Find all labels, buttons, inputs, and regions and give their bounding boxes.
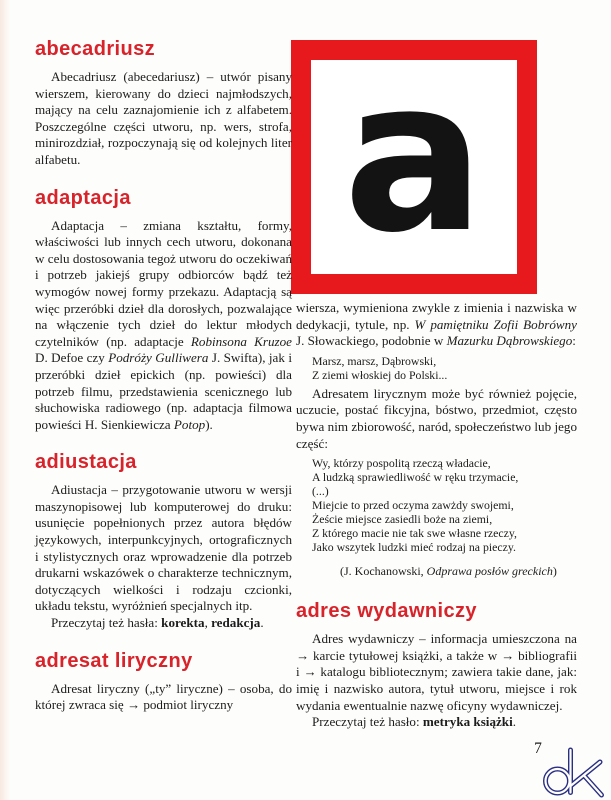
work-title: Podróży Gulliwera [108,350,209,366]
entry-heading-abecadriusz: abecadriusz [35,38,156,60]
kochanowski-quote [312,456,577,554]
quote-attribution: (J. Kochanowski, Odprawa posłów greckich) [340,564,557,579]
letter-a-tab [291,34,537,294]
verse-line: (...) [312,484,329,499]
entry-adresat-liryczny [35,650,292,714]
mazurek-quote [312,354,577,382]
verse-line: Miejcie to przed oczyma zawżdy swojemi, [312,498,514,513]
cross-reference-term: korekta [161,615,205,631]
left-column [35,38,292,732]
page-number: 7 [534,740,542,757]
work-title: W pamiętniku Zofii Bobrówny [414,316,577,332]
letter-a-tab-inner [311,34,517,279]
entry-heading-adiustacja: adiustacja [35,451,137,474]
entry-body-adres-wydawniczy: Adres wydawniczy – informacja umieszczona na → karcie tytułowej książki, a także w → bibliografii i → katalogu bibliotecznym; zawiera takie dane, jak: imię i nazwisko autora, tytuł utworu, miejsce i rok wydania ewentualnie nazwę oficyny wydawniczej. [296,631,577,713]
verse-line: A ludzką sprawiedliwość w ręku trzymacie, [312,470,519,485]
see-also-adres-wydawniczy: Przeczytaj też hasło: metryka książki. [312,714,517,730]
entry-abecadriusz [35,38,292,169]
entry-heading-adres-wydawniczy: adres wydawniczy [296,600,477,623]
work-title: Potop [173,416,206,432]
work-title: Robinsona Kruzoe [190,333,292,349]
entry-adaptacja [35,187,292,434]
cross-reference-term: metryka książki [422,714,513,730]
entry-body-adresat-liryczny: Adresat liryczny („ty” liryczne) – osoba, do której zwraca się → podmiot liryczny [35,680,292,713]
entry-heading-adresat-liryczny: adresat liryczny [35,649,193,672]
entry-adres-wydawniczy [296,600,577,731]
entry-body-abecadriusz: Abecadriusz (abecedariusz) – utwór pisany wierszem, kierowany do dzieci najmłodszych, mający na celu zaznajomienie ich z alfabetem. Poszczególne części utworu, np. wers, strofa, minirozdział, rozpoczynają się od kolejnych liter alfabetu. [35,69,292,167]
right-column [296,300,577,749]
entry-heading-adaptacja: adaptacja [35,186,131,209]
entry-body-adiustacja: Adiustacja – przygotowanie utworu w wersji maszynopisowej lub komputerowej do druku: usunięcie popełnionych przez autora błędów językowych, interpunkcyjnych, ortograficznych i stylistycznych oraz wprowadzenie dla potrzeb drukarni wskazówek o charakterze technicznym, dotyczących wielkości i rodzaju czcionki, układu tekstu, wyróżnień specjalnych itp. [35,482,292,614]
entry-body-adaptacja: Adaptacja – zmiana kształtu, formy, właściwości lub innych cech utworu, dokonana w celu dostosowania tegoż utworu do oczekiwań i potrzeb jakiejś grupy odbiorców bądź też wymogów nowej formy przekazu. Adaptacją są więc przeróbki dzieł dla dorosłych, pozwalające na włączenie tych dzieł do lektur młodych czytelników (np. adaptacje Robinsona Kruzoe D. Defoe czy Podróży Gulliwera J. Swifta), jak i przeróbki dzieł epickich (np. powieści) dla potrzeb filmu, przedstawienia scenicznego lub słuchowiska radiowego (np. adaptacja filmowa powieści H. Sienkiewicza Potop). [35,217,292,432]
work-title: Odprawa posłów greckich [426,564,553,579]
letter-a-glyph: a [343,34,485,279]
verse-line: Z którego macie nie tak swe własne rzeczy, [312,526,517,541]
entry-adiustacja [35,451,292,631]
verse-line: Marsz, marsz, Dąbrowski, [312,353,437,368]
scan-edge-tint [0,0,10,800]
see-also-adiustacja: Przeczytaj też hasła: korekta, redakcja. [51,615,264,631]
verse-line: Z ziemi włoskiej do Polski... [312,367,448,382]
dk-publisher-logo-icon [541,745,607,800]
verse-line: Jako wszytek ludzki mieć rodzaj na pieczy. [312,540,516,555]
entry-continuation-adresat: wiersza, wymieniona zwykle z imienia i nazwiska w dedykacji, tytule, np. W pamiętniku Zofii Bobrówny J. Słowackiego, podobnie w Mazurku Dąbrowskiego: [296,300,577,349]
verse-line: Żeście miejsce zasiedli boże na ziemi, [312,512,493,527]
verse-line: Wy, którzy pospolitą rzeczą władacie, [312,456,491,471]
work-title: Mazurku Dąbrowskiego [446,333,573,349]
cross-reference-term: redakcja [211,615,261,631]
entry-paragraph-adresatem: Adresatem lirycznym może być również pojęcie, uczucie, postać fikcyjna, bóstwo, przedmiot, często bywa nim zbiorowość, naród, społeczeństwo lub jego część: [296,385,577,451]
